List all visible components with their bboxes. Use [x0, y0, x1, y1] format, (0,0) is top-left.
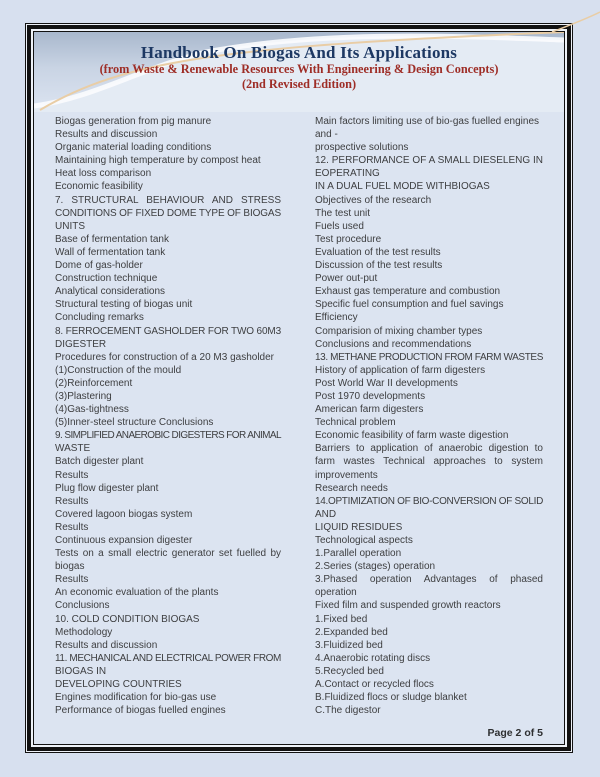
toc-line: The test unit: [315, 207, 371, 219]
toc-line: 1.Parallel operation: [315, 548, 402, 560]
toc-body: [34, 112, 564, 717]
page-content: [34, 32, 564, 744]
toc-line: Continuous expansion digester: [55, 535, 193, 546]
toc-line: Post 1970 developments: [315, 390, 426, 402]
toc-line: prospective solutions: [315, 142, 409, 154]
toc-line: Results and discussion: [55, 129, 158, 141]
toc-line: (1)Construction of the mould: [55, 364, 182, 376]
toc-line: Heat loss comparison: [55, 168, 152, 180]
toc-line: IN A DUAL FUEL MODE WITHBIOGAS: [315, 181, 490, 193]
toc-line: Base of fermentation tank: [55, 233, 169, 245]
toc-line: Biogas generation from pig manure: [55, 116, 212, 127]
toc-line: UNITS: [55, 220, 85, 232]
toc-line: Results: [55, 574, 89, 586]
toc-line: Engines modification for bio-gas use: [55, 692, 217, 704]
page-title: Handbook On Biogas And Its Applications: [140, 43, 458, 62]
toc-line: LIQUID RESIDUES: [315, 521, 403, 533]
toc-line: Covered lagoon biogas system: [55, 508, 193, 520]
toc-line: Comparision of mixing chamber types: [315, 325, 483, 337]
toc-line: Concluding remarks: [55, 312, 144, 324]
toc-line: Tests on a small electric generator set fuelled by: [55, 548, 281, 560]
toc-column-right: [315, 115, 543, 717]
toc-line: Maintaining high temperature by compost heat: [55, 155, 261, 167]
page-subtitle: (from Waste & Renewable Resources With Engineering & Design Concepts): [99, 62, 499, 76]
toc-line: Research needs: [315, 482, 388, 494]
toc-line: 9. SIMPLIFIED ANAEROBIC DIGESTERS FOR ANIMAL: [55, 430, 281, 442]
toc-line: Results: [55, 495, 89, 507]
toc-line: Fixed film and suspended growth reactors: [315, 600, 501, 612]
toc-line: BIOGAS IN: [55, 665, 107, 677]
toc-line: 11. MECHANICAL AND ELECTRICAL POWER FROM: [55, 652, 281, 664]
toc-line: Conclusions and recommendations: [315, 338, 472, 350]
toc-line: Analytical considerations: [55, 286, 166, 298]
toc-line: Economic feasibility: [55, 181, 143, 193]
toc-line: Construction technique: [55, 273, 158, 285]
toc-line: Efficiency: [315, 312, 358, 324]
toc-line: Barriers to application of anaerobic digestion to: [315, 443, 543, 455]
toc-line: Results: [55, 521, 89, 533]
toc-line: 3.Fluidized bed: [315, 639, 383, 651]
toc-line: 14.OPTIMIZATION OF BIO-CONVERSION OF SOLID: [315, 495, 543, 507]
toc-line: Batch digester plant: [55, 456, 144, 468]
toc-line: Technical problem: [315, 417, 396, 429]
toc-line: Objectives of the research: [315, 194, 432, 206]
toc-line: Conclusions: [55, 600, 110, 612]
toc-line: 5.Recycled bed: [315, 665, 384, 677]
toc-columns: [55, 115, 543, 717]
toc-line: (3)Plastering: [55, 390, 112, 402]
toc-line: CONDITIONS OF FIXED DOME TYPE OF BIOGAS: [55, 207, 281, 219]
toc-line: History of application of farm digesters: [315, 364, 486, 376]
toc-line: A.Contact or recycled flocs: [315, 679, 434, 691]
toc-line: DEVELOPING COUNTRIES: [55, 679, 182, 691]
toc-line: 1.Fixed bed: [315, 613, 368, 625]
toc-line: 12. PERFORMANCE OF A SMALL DIESELENG IN: [315, 155, 543, 167]
toc-line: Economic feasibility of farm waste digestion: [315, 430, 509, 442]
toc-line: and -: [315, 129, 338, 141]
toc-line: operation: [315, 587, 357, 599]
toc-line: Structural testing of biogas unit: [55, 299, 193, 311]
document-frame: [25, 23, 573, 753]
toc-line: Results: [55, 469, 89, 481]
toc-line: Plug flow digester plant: [55, 482, 159, 494]
toc-line: Organic material loading conditions: [55, 142, 212, 154]
toc-line: Dome of gas-holder: [55, 260, 143, 272]
document-frame-inner: [33, 31, 565, 745]
toc-line: Discussion of the test results: [315, 260, 443, 272]
page-edition: (2nd Revised Edition): [241, 77, 357, 91]
toc-line: AND: [315, 508, 337, 520]
toc-line: Methodology: [55, 626, 113, 638]
toc-line: Evaluation of the test results: [315, 246, 441, 258]
toc-line: (2)Reinforcement: [55, 377, 133, 389]
toc-line: B.Fluidized flocs or sludge blanket: [315, 692, 467, 704]
page-number: Page 2 of 5: [487, 727, 543, 740]
toc-line: 7. STRUCTURAL BEHAVIOUR AND STRESS: [55, 194, 281, 206]
footer: [34, 717, 564, 741]
toc-line: improvements: [315, 469, 378, 481]
toc-line: C.The digestor: [315, 705, 381, 717]
toc-line: 10. COLD CONDITION BIOGAS: [55, 613, 200, 625]
toc-line: Performance of biogas fuelled engines: [55, 705, 226, 717]
toc-line: 2.Expanded bed: [315, 626, 388, 638]
toc-line: Wall of fermentation tank: [55, 246, 166, 258]
toc-line: 4.Anaerobic rotating discs: [315, 652, 431, 664]
toc-line: 3.Phased operation Advantages of phased: [315, 574, 543, 586]
toc-column-left: [55, 115, 281, 717]
toc-line: American farm digesters: [315, 404, 424, 416]
toc-line: An economic evaluation of the plants: [55, 587, 219, 599]
toc-line: EOPERATING: [315, 168, 380, 180]
toc-line: Main factors limiting use of bio-gas fuelled engines: [315, 116, 540, 127]
toc-line: Fuels used: [315, 220, 364, 232]
toc-line: Results and discussion: [55, 639, 158, 651]
toc-line: 8. FERROCEMENT GASHOLDER FOR TWO 60M3: [55, 325, 281, 337]
toc-line: biogas: [55, 561, 85, 573]
toc-line: 2.Series (stages) operation: [315, 561, 436, 573]
toc-line: farm wastes Technical approaches to system: [315, 456, 543, 468]
toc-line: Specific fuel consumption and fuel savings: [315, 299, 504, 311]
toc-line: Power out-put: [315, 273, 378, 285]
toc-line: WASTE: [55, 443, 91, 455]
header: [34, 32, 564, 112]
document-frame-middle: [27, 25, 571, 751]
toc-line: Technological aspects: [315, 535, 413, 546]
toc-line: DIGESTER: [55, 338, 107, 350]
title-block: [34, 32, 564, 92]
toc-line: Procedures for construction of a 20 M3 gasholder: [55, 351, 275, 363]
toc-line: Test procedure: [315, 233, 382, 245]
toc-line: (4)Gas-tightness: [55, 404, 129, 416]
toc-line: (5)Inner-steel structure Conclusions: [55, 417, 214, 429]
toc-line: 13. METHANE PRODUCTION FROM FARM WASTES: [315, 351, 543, 363]
toc-line: Post World War II developments: [315, 377, 458, 389]
toc-line: Exhaust gas temperature and combustion: [315, 286, 501, 298]
